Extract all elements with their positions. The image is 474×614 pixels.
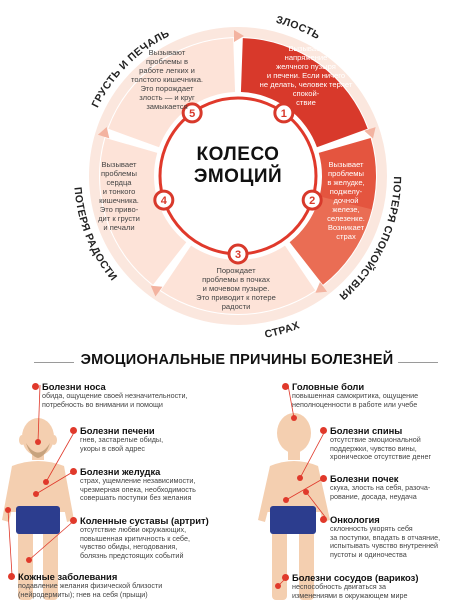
marker-dot-icon	[70, 468, 77, 475]
pin-leader-line	[8, 510, 12, 575]
disease-vessels: Болезни сосудов (варикоз) неспособность двигаться за изменениями в окружающем мире	[282, 572, 472, 600]
body-pin-icon	[283, 497, 289, 503]
section-3-text: Порождает проблемы в почках и мочевом пузыре. Это приводит к потере радости	[196, 266, 276, 311]
section-2-text: Вызывает проблемы в желудке, поджелу- дочной железе, селезенке. Возникает страх	[327, 160, 365, 241]
disease-knees: Коленные суставы (артрит) отсутствие любви окружающих, повышенная критичность к себе, чувство обиды, негодования, болязнь предстоящих событий	[70, 515, 260, 560]
body-pin-icon	[35, 439, 41, 445]
disease-back: Болезни спины отсутствие эмоциональной поддержки, чувство вины, хроническое отсутствие денег	[320, 425, 474, 462]
marker-dot-icon	[32, 383, 39, 390]
marker-dot-icon	[320, 427, 327, 434]
svg-text:5: 5	[189, 107, 196, 120]
marker-dot-icon	[70, 517, 77, 524]
body-pin-icon	[26, 557, 32, 563]
marker-dot-icon	[320, 475, 327, 482]
disease-nose: Болезни носа обида, ощущение своей незначительности, потребность во внимании и помощи	[32, 381, 222, 409]
section-5-text: Вызывают проблемы в работе легких и толстого кишечника. Это порождает злость — и круг замыкается	[130, 48, 204, 111]
disease-stomach: Болезни желудка страх, ущемление независимости, чрезмерная опека, необходимость совершать поступки без желания	[70, 466, 260, 503]
wheel-label-5: ГРУСТЬ И ПЕЧАЛЬ	[89, 27, 172, 110]
wheel-label-3: СТРАХ	[263, 319, 302, 341]
wheel-label-1: ЗЛОСТЬ	[274, 13, 323, 43]
wheel-label-2: ПОТЕРЯ СПОКОЙСТВИЯ	[336, 176, 404, 303]
marker-dot-icon	[282, 383, 289, 390]
svg-text:4: 4	[160, 195, 167, 208]
disease-oncology: Онкология склонность укорять себя за поступки, впадать в отчаяние, испытывать чувство внутренней пустоты и одиночества	[320, 514, 474, 559]
body-pin-icon	[43, 479, 49, 485]
body-pin-icon	[297, 475, 303, 481]
disease-headache: Головные боли повышенная самокритика, ощущение неполноценности в работе или учебе	[282, 381, 472, 409]
disease-liver: Болезни печени гнев, застарелые обиды, укоры в свой адрес	[70, 425, 260, 453]
body-pin-icon	[5, 507, 11, 513]
wheel-center-title: КОЛЕСО ЭМОЦИЙ	[193, 144, 283, 187]
body-pin-icon	[33, 491, 39, 497]
body-pin-icon	[303, 489, 309, 495]
svg-text:2: 2	[309, 195, 316, 208]
marker-dot-icon	[8, 573, 15, 580]
causes-title: ЭМОЦИОНАЛЬНЫЕ ПРИЧИНЫ БОЛЕЗНЕЙ	[80, 352, 394, 368]
section-1-text: Вызывает напряжение желчного пузыря и печени. Если ничего не делать, человек теряет спокой- ствие	[259, 44, 353, 107]
svg-text:3: 3	[234, 249, 242, 261]
marker-dot-icon	[320, 516, 327, 523]
marker-dot-icon	[70, 427, 77, 434]
marker-dot-icon	[282, 574, 289, 581]
body-pin-icon	[275, 583, 281, 589]
svg-text:1: 1	[280, 107, 287, 120]
disease-skin: Кожные заболевания подавление желания физической близости (нейродермиты); гнев на себя (прыщи)	[8, 571, 228, 599]
male-shorts	[16, 506, 60, 534]
body-pin-icon	[291, 415, 297, 421]
wheel-label-4: ПОТЕРЯ РАДОСТИ	[71, 186, 120, 284]
disease-kidneys: Болезни почек скука, злость на себя, разоча- рование, досада, неудача	[320, 473, 474, 501]
section-4-text: Вызывает проблемы сердца и тонкого кишечника. Это приво- дит к грусти и печали	[98, 160, 140, 232]
female-shorts	[270, 506, 316, 534]
